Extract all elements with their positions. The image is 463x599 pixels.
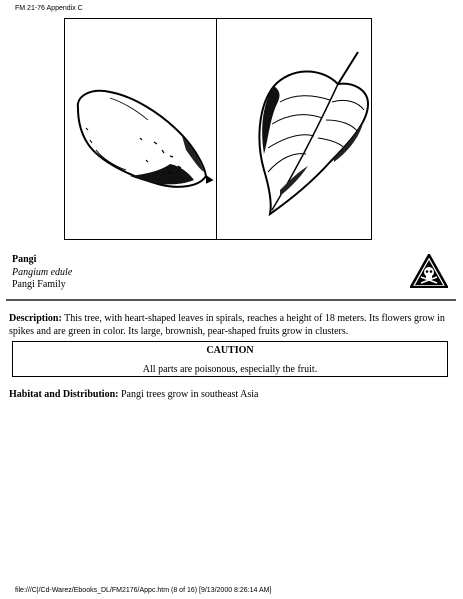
page-header: FM 21-76 Appendix C (15, 5, 83, 12)
habitat-text: Pangi trees grow in southeast Asia (118, 389, 259, 400)
caution-title: CAUTION (206, 345, 254, 356)
plant-name: Pangi (12, 254, 37, 265)
description-text: This tree, with heart-shaped leaves in spirals, reaches a height of 18 meters. Its flowers grow in spikes and are green in color. Its large, brownish, pear-shaped fruits grow in clusters. (9, 313, 445, 337)
habitat-paragraph (9, 388, 449, 401)
description-label: Description: (9, 313, 62, 324)
description-paragraph (9, 312, 449, 338)
habitat-label: Habitat and Distribution: (9, 389, 119, 400)
fruit-illustration (70, 80, 220, 200)
page-footer: file:///C|/Cd-Warez/Ebooks_DL/FM2176/Appc.htm (8 of 16) [9/13/2000 8:26:14 AM] (15, 587, 272, 594)
skull-warning-icon (410, 254, 448, 288)
scientific-name: Pangium edule (12, 267, 73, 278)
plant-family: Pangi Family (12, 279, 66, 290)
section-divider (6, 299, 456, 301)
caution-box (12, 341, 448, 377)
caution-text: All parts are poisonous, especially the fruit. (142, 364, 318, 375)
leaf-illustration (250, 50, 372, 218)
